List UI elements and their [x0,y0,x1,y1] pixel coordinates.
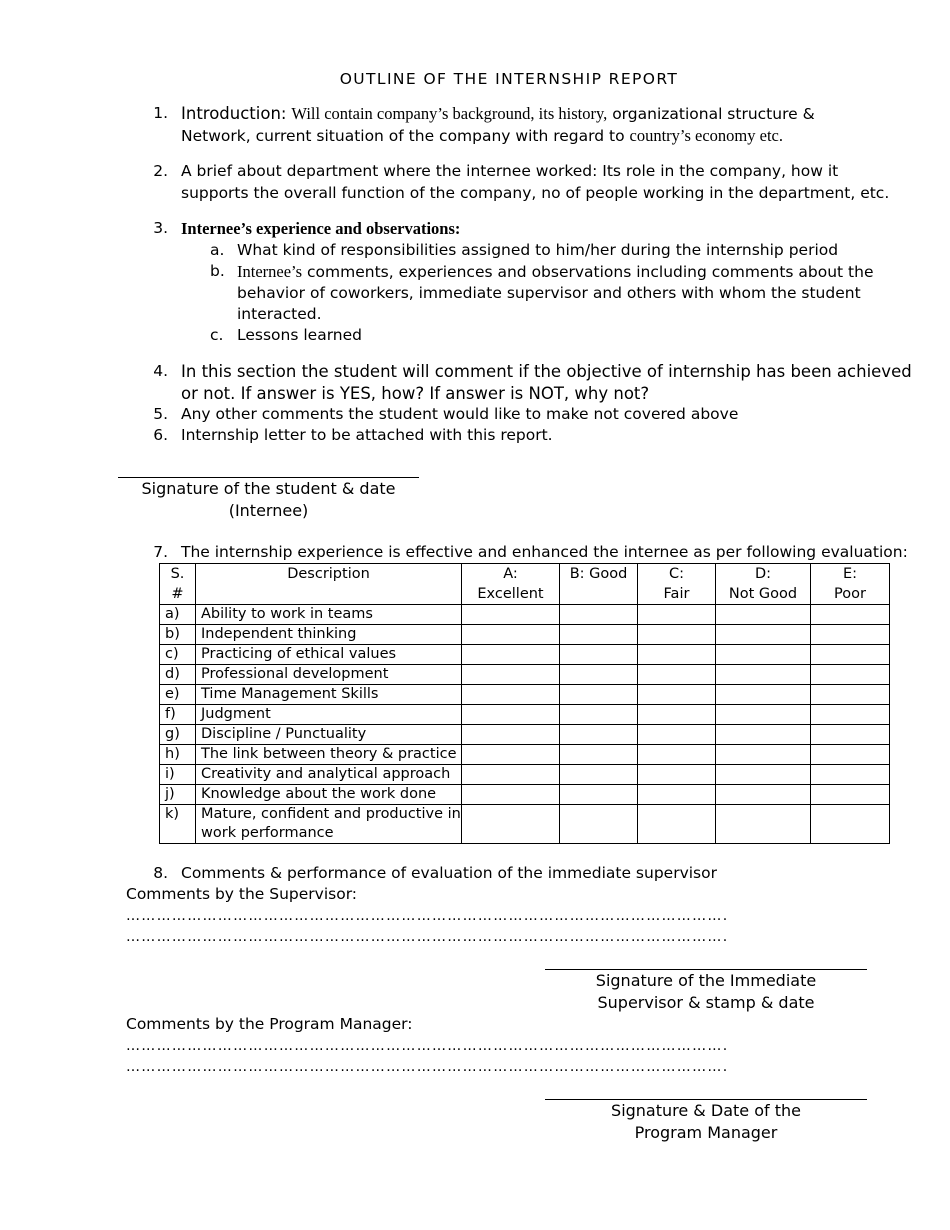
rating-cell-good[interactable] [560,605,638,625]
rating-cell-poor[interactable] [811,645,890,665]
rating-cell-not-good[interactable] [716,645,811,665]
item-1-line2-serif: country’s economy etc. [629,126,783,145]
item-1-text-serif: Will contain company’s background, its history, [291,104,608,123]
item-1-number: 1. [153,104,168,122]
rating-cell-poor[interactable] [811,725,890,745]
rating-cell-fair[interactable] [638,665,716,685]
rating-cell-not-good[interactable] [716,665,811,685]
rating-cell-fair[interactable] [638,705,716,725]
row-description: Mature, confident and productive in work performance [196,805,462,844]
item-6-number: 6. [153,426,168,444]
rating-cell-not-good[interactable] [716,785,811,805]
evaluation-intro: The internship experience is effective and enhanced the internee as per following evaluation: [181,543,908,561]
header-description: Description [196,564,462,605]
item-6-text: Internship letter to be attached with this report. [181,426,553,444]
rating-cell-poor[interactable] [811,705,890,725]
rating-cell-fair[interactable] [638,745,716,765]
row-sn: k) [160,805,196,844]
rating-cell-good[interactable] [560,765,638,785]
rating-cell-good[interactable] [560,685,638,705]
rating-cell-fair[interactable] [638,785,716,805]
table-row [160,605,890,625]
supervisor-signature-caption [545,970,867,1014]
table-row [160,765,890,785]
rating-cell-good[interactable] [560,805,638,844]
subitem-b-line2: behavior of coworkers, immediate supervisor and others with whom the student [237,284,861,302]
rating-cell-not-good[interactable] [716,745,811,765]
rating-cell-not-good[interactable] [716,705,811,725]
rating-cell-good[interactable] [560,785,638,805]
item-3-heading: Internee’s experience and observations: [181,219,461,238]
rating-cell-poor[interactable] [811,785,890,805]
rating-cell-good[interactable] [560,745,638,765]
rating-cell-excellent[interactable] [462,745,560,765]
subitem-b-line3: interacted. [237,305,322,323]
rating-cell-excellent[interactable] [462,705,560,725]
rating-cell-excellent[interactable] [462,725,560,745]
page-title: OUTLINE OF THE INTERNSHIP REPORT [339,70,679,88]
table-row [160,725,890,745]
student-signature-caption [118,478,419,522]
subitem-b-lead: Internee’s [237,262,303,281]
rating-cell-not-good[interactable] [716,725,811,745]
subitem-b-line1: comments, experiences and observations including comments about the [307,263,874,281]
table-row [160,705,890,725]
rating-cell-excellent[interactable] [462,645,560,665]
supervisor-comments-label: Comments by the Supervisor: [126,885,358,903]
manager-comments-label: Comments by the Program Manager: [126,1015,413,1033]
header-fair: C: Fair [638,564,716,605]
rating-cell-poor[interactable] [811,605,890,625]
item-5-text: Any other comments the student would like to make not covered above [181,405,739,423]
rating-cell-not-good[interactable] [716,805,811,844]
rating-cell-not-good[interactable] [716,685,811,705]
row-description: Practicing of ethical values [196,645,462,665]
row-sn: h) [160,745,196,765]
item-8-number: 8. [153,864,168,882]
rating-cell-not-good[interactable] [716,765,811,785]
rating-cell-fair[interactable] [638,725,716,745]
row-sn: f) [160,705,196,725]
table-row [160,625,890,645]
manager-comment-line-1[interactable]: ………………………………………………………………………………………………………. [126,1038,729,1054]
item-4-line1: In this section the student will comment if the objective of internship has been achieved [181,362,912,381]
rating-cell-excellent[interactable] [462,685,560,705]
row-sn: b) [160,625,196,645]
rating-cell-excellent[interactable] [462,765,560,785]
header-excellent: A: Excellent [462,564,560,605]
manager-comment-line-2[interactable]: ………………………………………………………………………………………………………. [126,1059,729,1075]
table-header-row [160,564,890,605]
supervisor-signature-detail: Supervisor & stamp & date [597,993,815,1012]
item-2-line2: supports the overall function of the company, no of people working in the department, etc. [181,184,890,202]
rating-cell-excellent[interactable] [462,785,560,805]
row-sn: i) [160,765,196,785]
row-sn: e) [160,685,196,705]
header-poor: E: Poor [811,564,890,605]
row-description: Professional development [196,665,462,685]
item-8-text: Comments & performance of evaluation of the immediate supervisor [181,864,717,882]
rating-cell-fair[interactable] [638,645,716,665]
rating-cell-poor[interactable] [811,745,890,765]
header-not-good: D: Not Good [716,564,811,605]
row-description: Judgment [196,705,462,725]
table-row [160,785,890,805]
supervisor-comment-line-2[interactable]: ………………………………………………………………………………………………………. [126,929,729,945]
item-4-line2: or not. If answer is YES, how? If answer is NOT, why not? [181,384,650,403]
rating-cell-fair[interactable] [638,765,716,785]
rating-cell-good[interactable] [560,665,638,685]
rating-cell-good[interactable] [560,625,638,645]
manager-signature-label: Signature & Date of the [611,1101,801,1120]
row-sn: g) [160,725,196,745]
item-2-line1: A brief about department where the internee worked: Its role in the company, how it [181,162,839,180]
item-3-number: 3. [153,219,168,237]
manager-signature-caption [545,1100,867,1144]
table-row [160,685,890,705]
rating-cell-excellent[interactable] [462,805,560,844]
supervisor-comment-line-1[interactable]: ………………………………………………………………………………………………………. [126,908,729,924]
table-row [160,665,890,685]
evaluation-table [159,563,890,844]
rating-cell-good[interactable] [560,705,638,725]
rating-cell-good[interactable] [560,645,638,665]
student-signature-role: (Internee) [228,501,309,520]
rating-cell-fair[interactable] [638,605,716,625]
rating-cell-poor[interactable] [811,805,890,844]
row-description: The link between theory & practice [196,745,462,765]
subitem-c-text: Lessons learned [237,326,362,344]
row-description: Ability to work in teams [196,605,462,625]
rating-cell-fair[interactable] [638,685,716,705]
row-sn: c) [160,645,196,665]
item-5-number: 5. [153,405,168,423]
item-7-number: 7. [153,543,168,561]
subitem-c-letter: c. [210,326,224,344]
rating-cell-not-good[interactable] [716,605,811,625]
rating-cell-excellent[interactable] [462,665,560,685]
item-4-number: 4. [153,362,168,380]
table-row [160,645,890,665]
rating-cell-excellent[interactable] [462,605,560,625]
rating-cell-poor[interactable] [811,765,890,785]
row-sn: d) [160,665,196,685]
item-1-text-rest: organizational structure & [612,105,815,123]
subitem-a-letter: a. [210,241,225,259]
student-signature-label: Signature of the student & date [141,479,396,498]
row-description: Knowledge about the work done [196,785,462,805]
subitem-a-text: What kind of responsibilities assigned to him/her during the internship period [237,241,839,259]
row-sn: a) [160,605,196,625]
rating-cell-good[interactable] [560,725,638,745]
item-2-number: 2. [153,162,168,180]
rating-cell-poor[interactable] [811,685,890,705]
rating-cell-fair[interactable] [638,805,716,844]
rating-cell-poor[interactable] [811,625,890,645]
row-description: Discipline / Punctuality [196,725,462,745]
row-description: Creativity and analytical approach [196,765,462,785]
supervisor-signature-label: Signature of the Immediate [595,971,817,990]
item-1-line2: Network, current situation of the company with regard to [181,127,625,145]
row-sn: j) [160,785,196,805]
rating-cell-excellent[interactable] [462,625,560,645]
row-description: Time Management Skills [196,685,462,705]
table-row [160,745,890,765]
subitem-b-letter: b. [210,262,225,280]
item-1-lead: Introduction: [181,104,287,123]
table-row [160,805,890,844]
rating-cell-fair[interactable] [638,625,716,645]
header-sn: S. # [160,564,196,605]
rating-cell-poor[interactable] [811,665,890,685]
manager-signature-role: Program Manager [634,1123,778,1142]
rating-cell-not-good[interactable] [716,625,811,645]
header-good: B: Good [560,564,638,605]
row-description: Independent thinking [196,625,462,645]
